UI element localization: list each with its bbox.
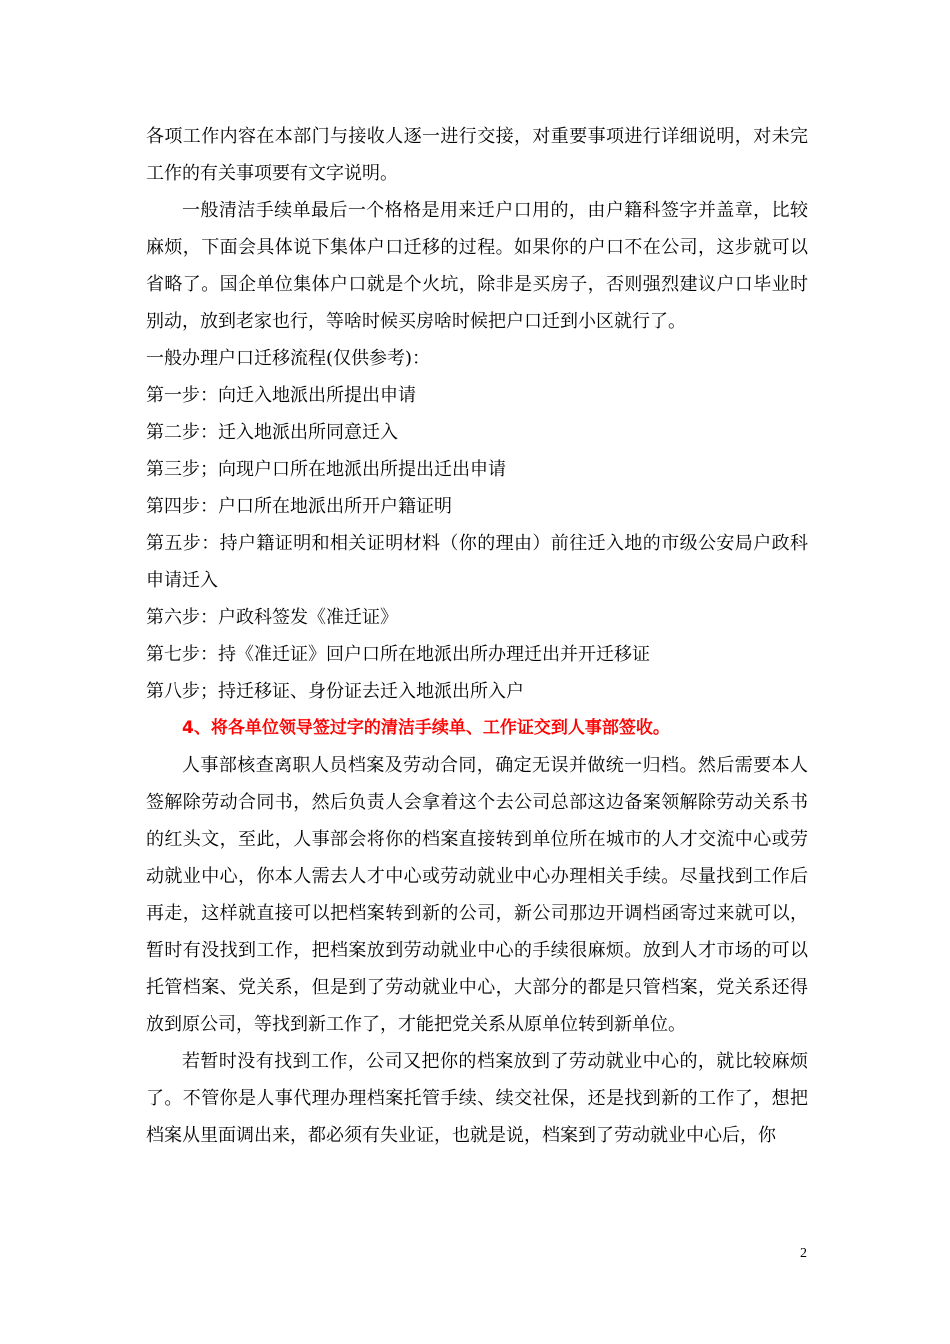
document-body (146, 118, 808, 1154)
step-5: 第五步：持户籍证明和相关证明材料（你的理由）前往迁入地的市级公安局户政科申请迁入 (146, 533, 808, 591)
step-7: 第七步：持《准迁证》回户口所在地派出所办理迁出并开迁移证 (146, 644, 650, 665)
step-8: 第八步；持迁移证、身份证去迁入地派出所入户 (146, 681, 524, 702)
step-3: 第三步；向现户口所在地派出所提出迁出申请 (146, 459, 506, 480)
step-1: 第一步：向迁入地派出所提出申请 (146, 385, 416, 406)
section-heading-4: 4、将各单位领导签过字的清洁手续单、工作证交到人事部签收。 (182, 718, 670, 738)
step-2: 第二步：迁入地派出所同意迁入 (146, 422, 398, 443)
paragraph-cleanup-form: 一般清洁手续单最后一个格格是用来迁户口用的，由户籍科签字并盖章，比较麻烦，下面会具体说下集体户口迁移的过程。如果你的户口不在公司，这步就可以省略了。国企单位集体户口就是个火坑，除非是买房子，否则强烈建议户口毕业时别动，放到老家也行，等啥时候买房啥时候把户口迁到小区就行了。 (146, 200, 808, 332)
page-number: 2 (800, 1246, 807, 1261)
paragraph-hr-archive: 人事部核查离职人员档案及劳动合同，确定无误并做统一归档。然后需要本人签解除劳动合同书，然后负责人会拿着这个去公司总部这边备案领解除劳动关系书的红头文，至此，人事部会将你的档案直接转到单位所在城市的人才交流中心或劳动就业中心，你本人需去人才中心或劳动就业中心办理相关手续。尽量找到工作后再走，这样就直接可以把档案转到新的公司，新公司那边开调档函寄过来就可以，暂时有没找到工作，把档案放到劳动就业中心的手续很麻烦。放到人才市场的可以托管档案、党关系，但是到了劳动就业中心，大部分的都是只管档案，党关系还得放到原公司，等找到新工作了，才能把党关系从原单位转到新单位。 (146, 755, 808, 1035)
paragraph-handover: 各项工作内容在本部门与接收人逐一进行交接，对重要事项进行详细说明，对未完工作的有关事项要有文字说明。 (146, 126, 808, 184)
paragraph-procedure-title: 一般办理户口迁移流程(仅供参考)： (146, 348, 431, 369)
step-4: 第四步：户口所在地派出所开户籍证明 (146, 496, 452, 517)
step-6: 第六步：户政科签发《准迁证》 (146, 607, 398, 628)
paragraph-unemployment: 若暂时没有找到工作，公司又把你的档案放到了劳动就业中心的，就比较麻烦了。不管你是人事代理办理档案托管手续、续交社保，还是找到新的工作了，想把档案从里面调出来，都必须有失业证，也就是说，档案到了劳动就业中心后，你 (146, 1051, 808, 1146)
